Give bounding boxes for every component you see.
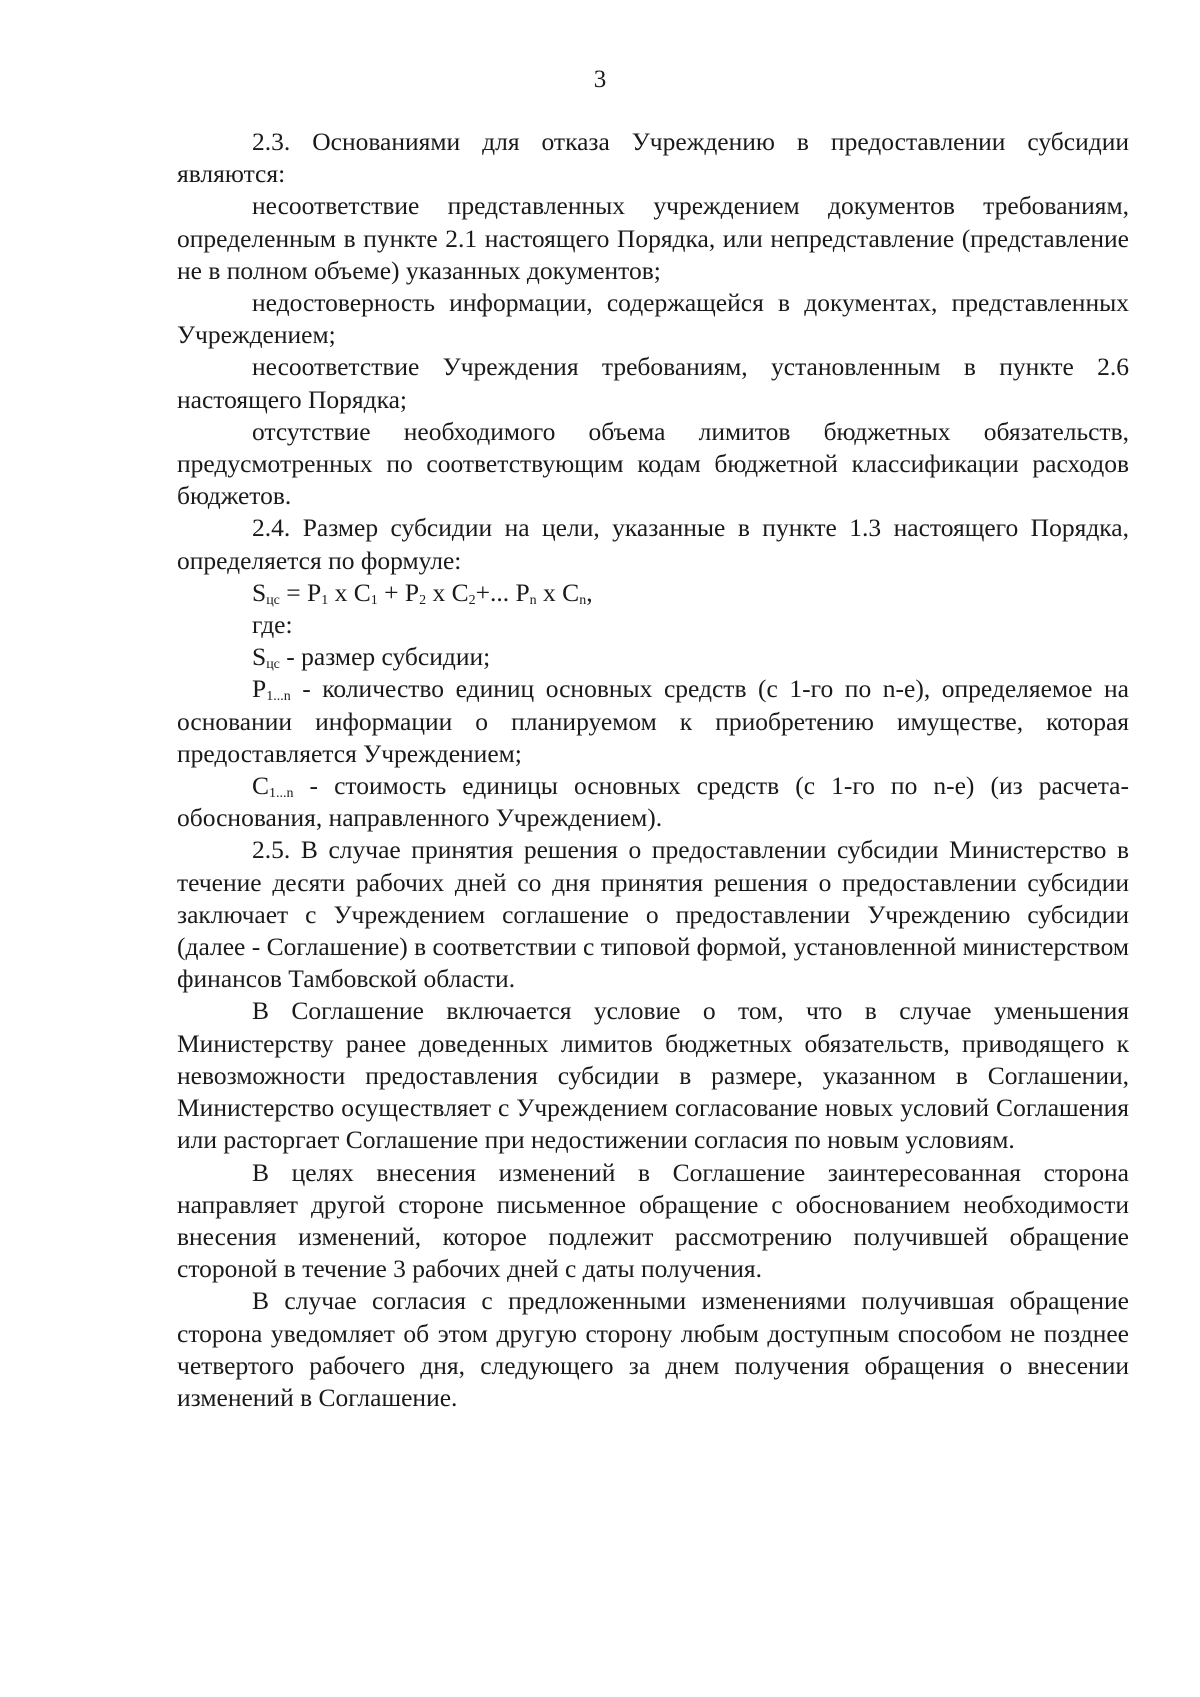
paragraph-refusal-reason-2: недостоверность информации, содержащейся в документах, представленных Учреждением; <box>177 288 1129 350</box>
definition-subscript: 1...n <box>269 786 294 802</box>
paragraph-refusal-reason-4: отсутствие необходимого объема лимитов бюджетных обязательств, предусмотренных по соответствующим кодам бюджетной классификации расходов бюджетов. <box>177 416 1129 511</box>
formula-subscript: 2 <box>419 592 427 608</box>
formula-subscript: n <box>579 592 587 608</box>
definition-symbol: P <box>252 674 267 704</box>
definition-subscript: цс <box>266 657 280 673</box>
formula-part: x C <box>426 577 469 607</box>
paragraph-agreement-changes: В целях внесения изменений в Соглашение заинтересованная сторона направляет другой стороне письменное обращение с обоснованием необходимости внесения изменений, которое подлежит рассмотрению получившей обращение стороной в течение 3 рабочих дней с даты получения. <box>177 1157 1129 1284</box>
paragraph-2-5: 2.5. В случае принятия решения о предоставлении субсидии Министерство в течение десяти рабочих дней со дня принятия решения о предоставлении субсидии заключает с Учреждением соглашение о предоставлении Учреждению субсидии (далее - Соглашение) в соответствии с типовой формой, установленной министерством финансов Тамбовской области. <box>177 835 1129 994</box>
subsidy-formula <box>177 577 1129 609</box>
definition-symbol: C <box>252 771 270 801</box>
paragraph-refusal-reason-3: несоответствие Учреждения требованиям, установленным в пункте 2.6 настоящего Порядка; <box>177 352 1129 414</box>
formula-subscript: n <box>529 592 537 608</box>
definition-subscript: 1...n <box>266 689 291 705</box>
definition-text: - стоимость единицы основных средств (с 1-го по n-е) (из расчета-обоснования, направленного Учреждением). <box>177 771 1129 833</box>
definition-p <box>177 673 1129 770</box>
formula-subscript: 1 <box>321 592 329 608</box>
paragraph-agreement-condition: В Соглашение включается условие о том, что в случае уменьшения Министерству ранее доведенных лимитов бюджетных обязательств, приводящего к невозможности предоставления субсидии в размере, указанном в Соглашении, Министерство осуществляет с Учреждением согласование новых условий Соглашения или расторгает Соглашение при недостижении согласия по новым условиям. <box>177 996 1129 1155</box>
formula-where: где: <box>252 610 293 640</box>
formula-part: +... P <box>475 577 530 607</box>
formula-subscript: цс <box>266 592 280 608</box>
formula-part: , <box>586 577 593 607</box>
page-number: 3 <box>593 66 607 93</box>
paragraph-refusal-reason-1: несоответствие представленных учреждением документов требованиям, определенным в пункте 2.1 настоящего Порядка, или непредставление (представление не в полном объеме) указанных документов; <box>177 191 1129 285</box>
definition-s <box>177 641 1129 673</box>
formula-part: = P <box>279 577 322 607</box>
paragraph-2-4: 2.4. Размер субсидии на цели, указанные в пункте 1.3 настоящего Порядка, определяется по формуле: <box>177 513 1129 575</box>
definition-c <box>177 770 1129 834</box>
definition-text: - количество единиц основных средств (с 1-го по n-е), определяемое на основании информации о планируемом к приобретению имуществе, которая предоставляется Учреждением; <box>177 674 1129 768</box>
formula-subscript: 2 <box>468 592 476 608</box>
paragraph-agreement-consent: В случае согласия с предложенными изменениями получившая обращение сторона уведомляет об этом другую сторону любым доступным способом не позднее четвертого рабочего дня, следующего за днем получения обращения о внесении изменений в Соглашение. <box>177 1286 1129 1412</box>
formula-part: + P <box>377 577 420 607</box>
formula-part: x C <box>536 577 580 607</box>
formula-subscript: 1 <box>370 592 378 608</box>
formula-part: x C <box>328 577 371 607</box>
paragraph-2-3: 2.3. Основаниями для отказа Учреждению в предоставлении субсидии являются: <box>177 127 1129 189</box>
formula-symbol: S <box>252 577 267 607</box>
definition-symbol: S <box>252 642 267 672</box>
document-body <box>177 126 1129 1414</box>
definition-text: - размер субсидии; <box>279 642 491 672</box>
